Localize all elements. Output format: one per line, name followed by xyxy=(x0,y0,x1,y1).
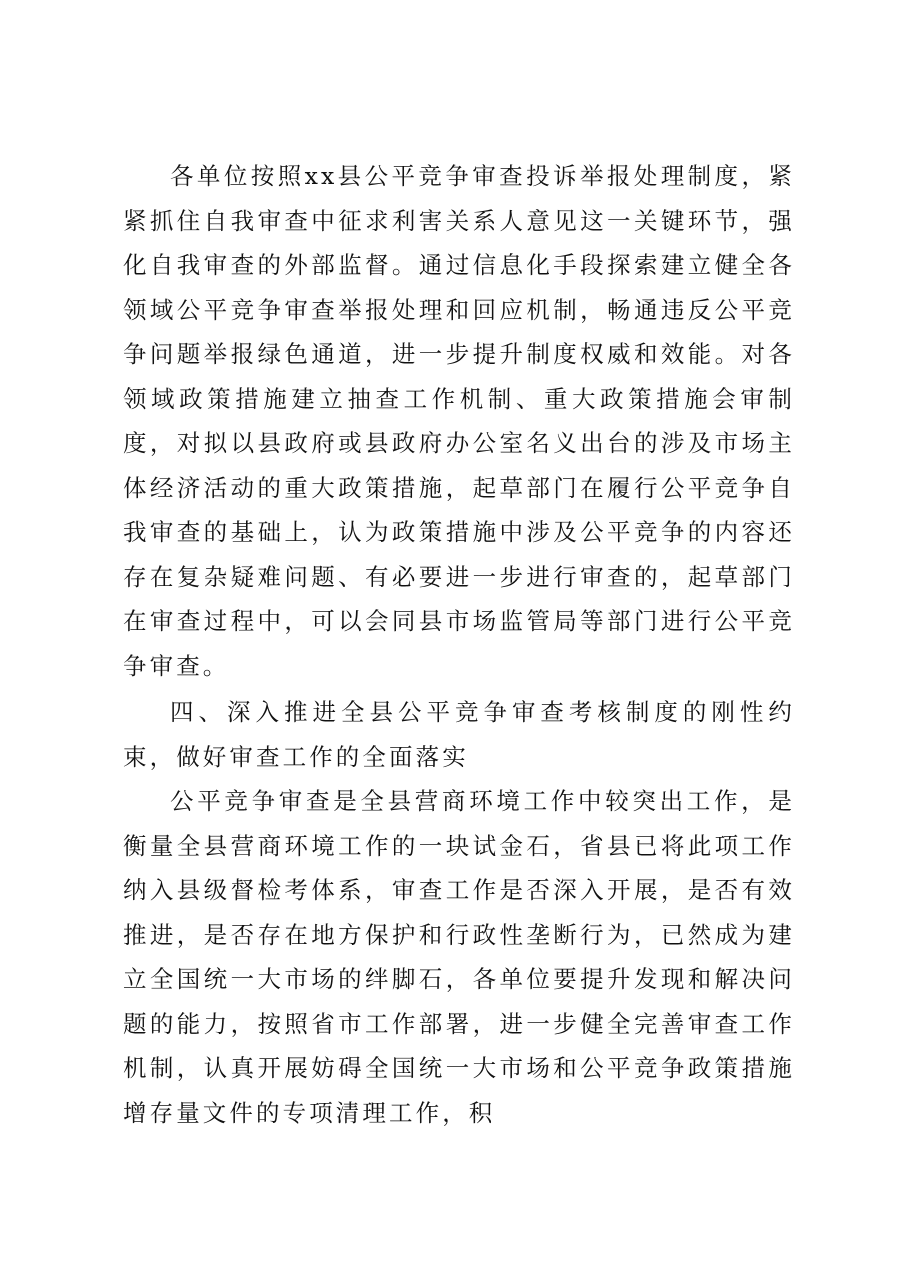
body-paragraph-2: 公平竞争审查是全县营商环境工作中较突出工作，是衡量全县营商环境工作的一块试金石，省县已将此项工作纳入县级督检考体系，审查工作是否深入开展，是否有效推进，是否存在地方保护和行政性垄断行为，已然成为建立全国统一大市场的绊脚石，各单位要提升发现和解决问题的能力，按照省市工作部署，进一步健全完善审查工作机制，认真开展妨碍全国统一大市场和公平竞争政策措施增存量文件的专项清理工作，积 xyxy=(123,787,795,1127)
section-heading-4: 四、深入推进全县公平竞争审查考核制度的刚性约束，做好审查工作的全面落实 xyxy=(123,698,795,771)
document-page xyxy=(123,154,795,1135)
body-paragraph-1: 各单位按照xx县公平竞争审查投诉举报处理制度，紧紧抓住自我审查中征求利害关系人意见这一关键环节，强化自我审查的外部监督。通过信息化手段探索建立健全各领域公平竞争审查举报处理和回应机制，畅通违反公平竞争问题举报绿色通道，进一步提升制度权威和效能。对各领域政策措施建立抽查工作机制、重大政策措施会审制度，对拟以县政府或县政府办公室名义出台的涉及市场主体经济活动的重大政策措施，起草部门在履行公平竞争自我审查的基础上，认为政策措施中涉及公平竞争的内容还存在复杂疑难问题、有必要进一步进行审查的，起草部门在审查过程中，可以会同县市场监管局等部门进行公平竞争审查。 xyxy=(123,162,795,680)
